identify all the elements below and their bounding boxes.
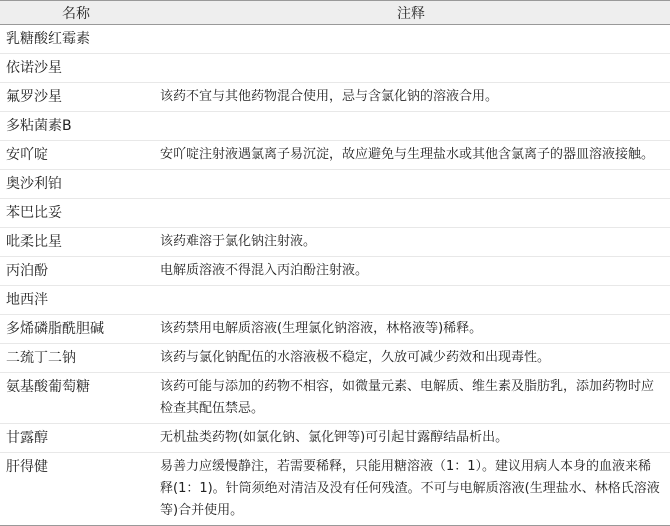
table-row bbox=[0, 141, 670, 170]
drug-name: 乳糖酸红霉素 bbox=[0, 25, 152, 54]
table-row bbox=[0, 83, 670, 112]
drug-name: 肝得健 bbox=[0, 453, 152, 526]
table-row bbox=[0, 228, 670, 257]
drug-note: 该药不宜与其他药物混合使用，忌与含氯化钠的溶液合用。 bbox=[152, 83, 670, 112]
table-row bbox=[0, 25, 670, 54]
drug-name: 依诺沙星 bbox=[0, 54, 152, 83]
drug-note bbox=[152, 54, 670, 83]
table-row bbox=[0, 315, 670, 344]
drug-note bbox=[152, 170, 670, 199]
note-column-header: 注释 bbox=[152, 1, 670, 25]
table-row bbox=[0, 199, 670, 228]
table-row bbox=[0, 286, 670, 315]
drug-name: 甘露醇 bbox=[0, 424, 152, 453]
drug-name: 多粘菌素B bbox=[0, 112, 152, 141]
table-row bbox=[0, 112, 670, 141]
drug-note: 无机盐类药物(如氯化钠、氯化钾等)可引起甘露醇结晶析出。 bbox=[152, 424, 670, 453]
drug-name: 吡柔比星 bbox=[0, 228, 152, 257]
drug-name: 奥沙利铂 bbox=[0, 170, 152, 199]
drug-name: 地西泮 bbox=[0, 286, 152, 315]
drug-note: 电解质溶液不得混入丙泊酚注射液。 bbox=[152, 257, 670, 286]
table-row bbox=[0, 453, 670, 526]
drug-note: 安吖啶注射液遇氯离子易沉淀，故应避免与生理盐水或其他含氯离子的器皿溶液接触。 bbox=[152, 141, 670, 170]
table-row bbox=[0, 344, 670, 373]
drug-note bbox=[152, 199, 670, 228]
table-header bbox=[0, 1, 670, 25]
drug-note: 该药难溶于氯化钠注射液。 bbox=[152, 228, 670, 257]
drug-note: 该药与氯化钠配伍的水溶液极不稳定，久放可减少药效和出现毒性。 bbox=[152, 344, 670, 373]
table-row bbox=[0, 170, 670, 199]
drug-name: 二巯丁二钠 bbox=[0, 344, 152, 373]
drug-note bbox=[152, 286, 670, 315]
name-column-header: 名称 bbox=[0, 1, 152, 25]
table-row bbox=[0, 54, 670, 83]
drug-name: 氨基酸葡萄糖 bbox=[0, 373, 152, 424]
drug-note bbox=[152, 25, 670, 54]
drug-note: 该药禁用电解质溶液(生理氯化钠溶液，林格液等)稀释。 bbox=[152, 315, 670, 344]
drug-name: 氟罗沙星 bbox=[0, 83, 152, 112]
header-row bbox=[0, 1, 670, 25]
drug-note bbox=[152, 112, 670, 141]
drug-name: 安吖啶 bbox=[0, 141, 152, 170]
table-row bbox=[0, 257, 670, 286]
drug-name: 多烯磷脂酰胆碱 bbox=[0, 315, 152, 344]
table-row bbox=[0, 424, 670, 453]
table-body bbox=[0, 25, 670, 526]
drug-note: 该药可能与添加的药物不相容，如微量元素、电解质、维生素及脂肪乳，添加药物时应检查其配伍禁忌。 bbox=[152, 373, 670, 424]
drug-note: 易善力应缓慢静注，若需要稀释，只能用糖溶液（1：1）。建议用病人本身的血液来稀释(1：1)。针筒须绝对清洁及没有任何残渣。不可与电解质溶液(生理盐水、林格氏溶液等)合并使用。 bbox=[152, 453, 670, 526]
drug-name: 丙泊酚 bbox=[0, 257, 152, 286]
table-row bbox=[0, 373, 670, 424]
drug-name: 苯巴比妥 bbox=[0, 199, 152, 228]
